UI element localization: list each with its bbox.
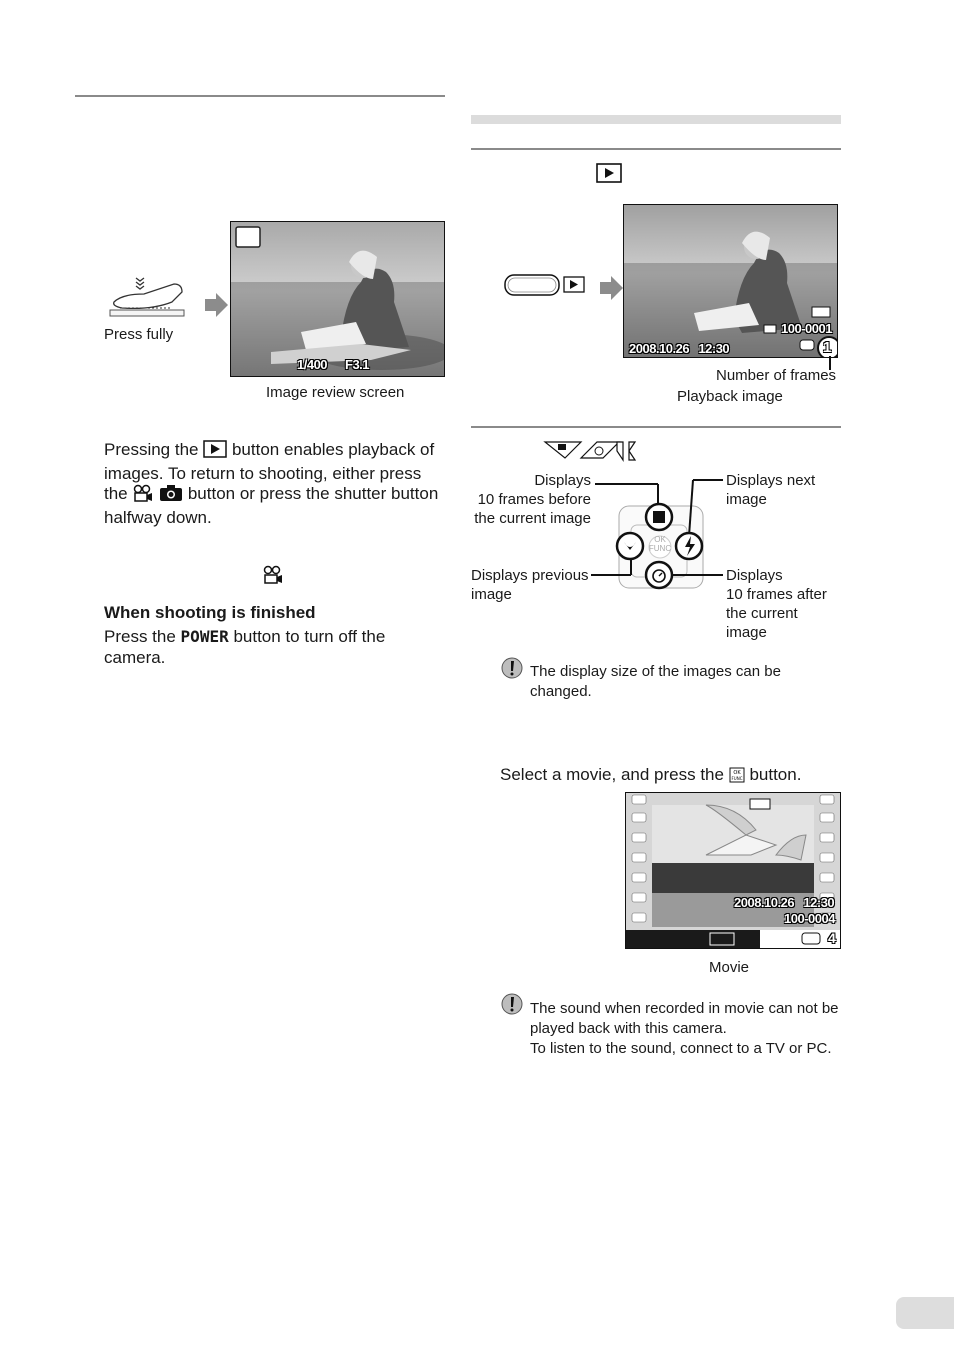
playback-file-number: 100-0001 [781, 321, 832, 336]
playback-button[interactable] [504, 274, 586, 296]
ok-func-icon [729, 767, 745, 789]
caution-icon [501, 993, 523, 1020]
number-of-frames-label: Number of frames [716, 367, 837, 384]
arrow-right-icon [598, 275, 624, 301]
right-rule-2 [471, 426, 841, 428]
playback-icon [203, 440, 227, 464]
playback-text-2: button enables playback of images. To return to shooting, either press the [104, 440, 435, 503]
note-movie-sound-line2: To listen to the sound, connect to a TV or PC. [530, 1040, 832, 1057]
label-arrow-left: Displays previous image [471, 567, 589, 603]
power-button-label: POWER [180, 627, 229, 646]
playback-icon [596, 163, 622, 188]
label-arrow-up: Displays 10 frames before the current image [474, 472, 591, 527]
ok-func-icon: OK FUNC [648, 535, 672, 553]
playback-datetime: 2008.10.26 12:30 [629, 341, 730, 356]
arrow-right-icon [203, 292, 229, 318]
movie-file-number: 100-0004 [784, 911, 835, 926]
left-top-rule [75, 95, 445, 97]
press-fully-caption: Press fully [104, 326, 174, 343]
svg-text:FUNC: FUNC [731, 776, 743, 781]
movie-caption: Movie [709, 959, 750, 976]
playback-image-caption: Playback image [677, 388, 783, 405]
playback-paragraph [104, 440, 444, 528]
playback-text-3: button or press the shutter button halfway down. [104, 484, 439, 527]
finger-press-icon [100, 272, 196, 322]
label-arrow-down: Displays 10 frames after the current image [726, 567, 827, 641]
arrow-keys-symbols [543, 438, 643, 467]
label-arrow-right: Displays next image [726, 472, 816, 508]
movie-count: 4 [828, 930, 836, 946]
review-aperture: F3.1 [345, 357, 370, 372]
page-number-tab [896, 1297, 954, 1329]
playback-image-screen [623, 204, 838, 358]
note-movie-sound [530, 999, 840, 1059]
camera-icon [159, 484, 183, 508]
svg-text:OK: OK [733, 770, 741, 776]
image-review-screen [230, 221, 445, 377]
select-movie-instruction [500, 765, 840, 789]
playback-frame-number: 1 [823, 339, 831, 356]
shutter-press-illustration [100, 272, 196, 322]
finish-text-a: Press the [104, 627, 176, 646]
woman-reading-photo [231, 222, 444, 376]
movie-icon [262, 565, 284, 590]
right-rule-1 [471, 148, 841, 150]
review-shutter-speed: 1/400 [297, 357, 328, 372]
movie-datetime: 2008.10.26 12:30 [734, 895, 835, 910]
movie-screen [625, 792, 841, 949]
select-movie-text-b: button. [749, 765, 802, 784]
select-movie-text-a: Select a movie, and press the [500, 765, 724, 784]
note-display-size: The display size of the images can be changed. [530, 663, 781, 700]
note-movie-sound-line1: The sound when recorded in movie can not be played back with this camera. [530, 1000, 839, 1037]
playback-text-1: Pressing the [104, 440, 199, 459]
image-review-caption: Image review screen [266, 384, 405, 401]
caution-icon [501, 657, 523, 684]
when-finished-heading: When shooting is finished [104, 603, 316, 622]
finish-paragraph [104, 627, 434, 668]
movie-icon [132, 484, 154, 508]
finish-text-b: button to turn off the camera. [104, 627, 386, 667]
section-header-band [471, 115, 841, 124]
